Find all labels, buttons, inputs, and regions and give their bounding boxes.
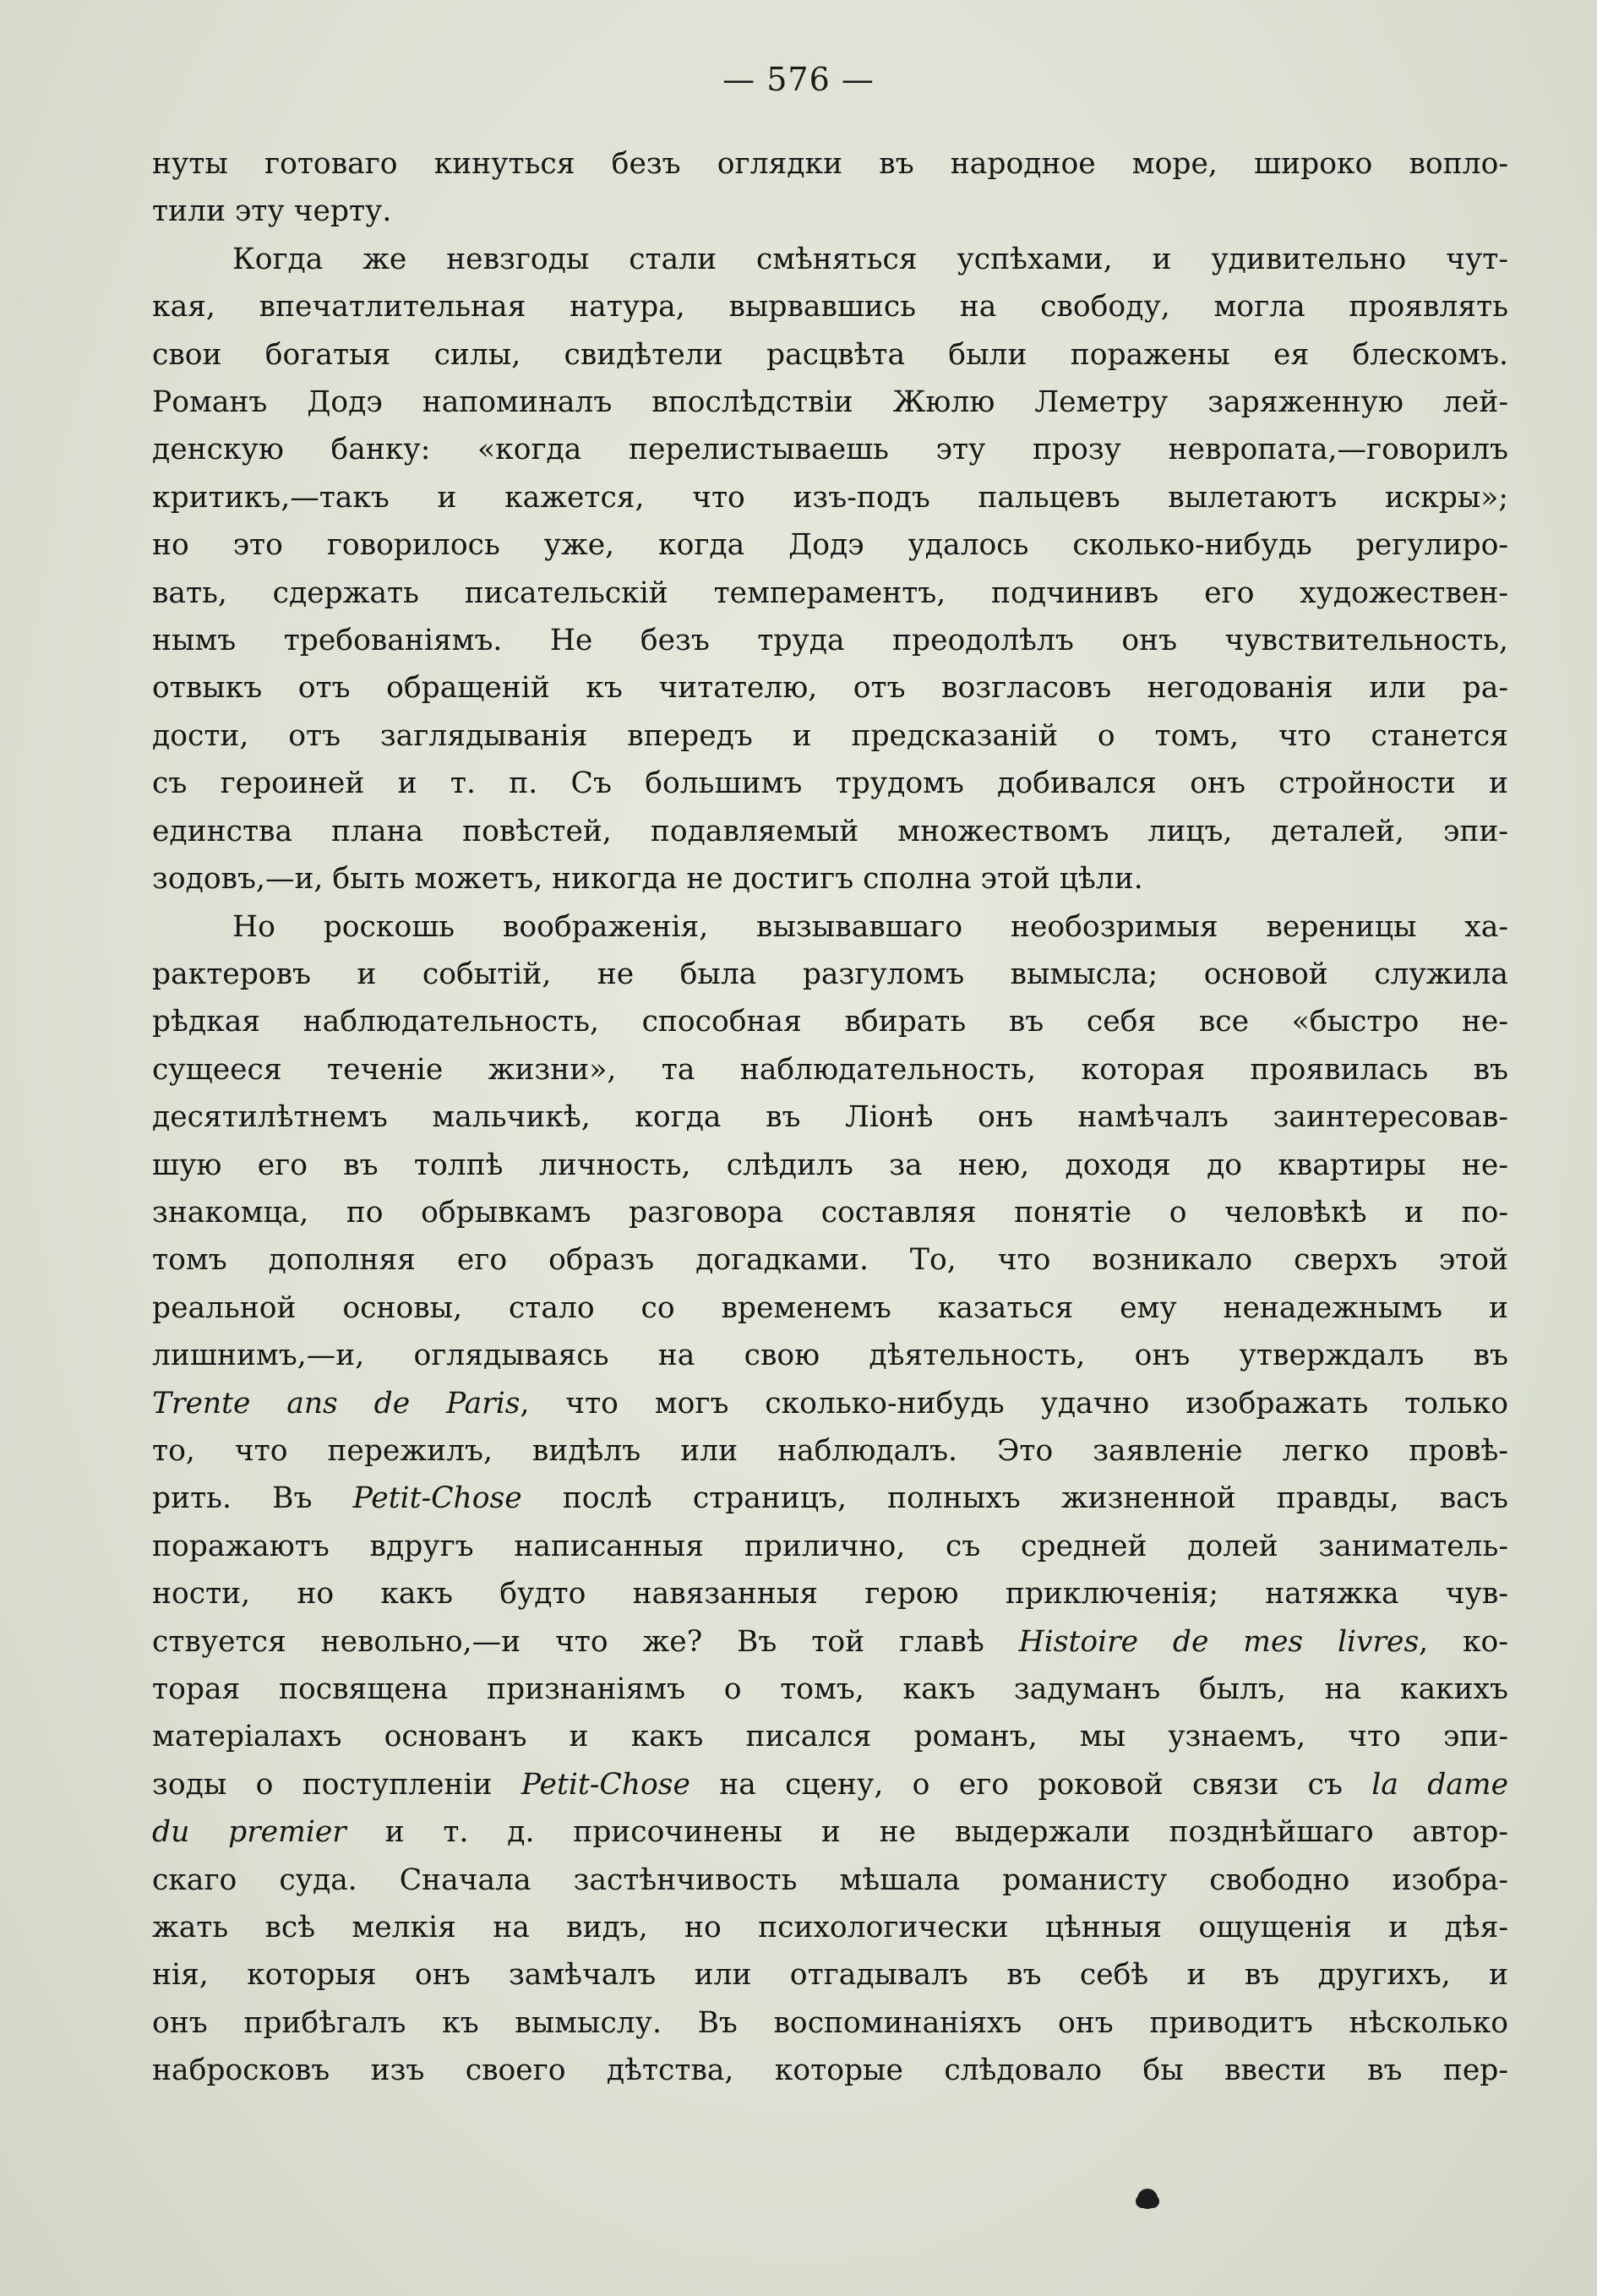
text-line-content: дости, отъ заглядыванія впередъ и предсказаній о томъ, что станется [152,718,1508,753]
text-line [152,283,1508,330]
text-line [152,1999,1508,2047]
text-line [152,1857,1508,1904]
italic-title: Histoire de mes livres [1018,1624,1420,1659]
text-line [152,426,1508,473]
text-line [152,379,1508,426]
text-line [152,903,1508,951]
text-line-content: , что могъ сколько-нибудь удачно изображать только [520,1386,1508,1421]
text-line-content: рактеровъ и событій, не была разгуломъ вымысла; основой служила [152,957,1508,991]
text-line-content: шую его въ толпѣ личность, слѣдилъ за нею, доходя до квартиры не- [152,1148,1508,1182]
text-line-content: зоды о поступленіи [152,1767,521,1802]
page-number: — 576 — [722,61,875,98]
text-line [152,236,1508,283]
text-line-content: Когда же невзгоды стали смѣняться успѣхами, и удивительно чут- [232,242,1508,276]
italic-title: du premier [152,1815,346,1850]
text-line [152,1046,1508,1093]
text-line-content: единства плана повѣстей, подавляемый множествомъ лицъ, деталей, эпи- [152,814,1508,848]
text-line-content: отвыкъ отъ обращеній къ читателю, отъ возгласовъ негодованія или ра- [152,671,1508,706]
text-line-content: кая, впечатлительная натура, вырвавшись на свободу, могла проявлять [152,290,1508,324]
text-line [152,1142,1508,1189]
text-line-content: скаго суда. Сначала застѣнчивость мѣшала романисту свободно изобра- [152,1862,1508,1897]
text-line-content: нуты готоваго кинуться безъ оглядки въ народное море, широко вопло- [152,147,1508,181]
text-line [152,712,1508,760]
text-line [152,1951,1508,1999]
text-line [152,521,1508,569]
text-line-content: но это говорилось уже, когда Додэ удалось сколько-нибудь регулиро- [152,528,1508,563]
body-text [152,140,1508,2095]
text-line-content: рить. Въ [152,1481,353,1516]
text-line-content: Романъ Додэ напоминалъ впослѣдствіи Жюлю Леметру заряженную лей- [152,385,1508,420]
text-line [152,2047,1508,2094]
text-line-content: нія, которыя онъ замѣчалъ или отгадывалъ въ себѣ и въ другихъ, и [152,1958,1508,1993]
text-line [152,760,1508,807]
text-line [152,998,1508,1045]
text-line [152,1618,1508,1666]
text-line-content: знакомца, по обрывкамъ разговора составляя понятіе о человѣкѣ и по- [152,1195,1508,1230]
text-line-content: набросковъ изъ своего дѣтства, которые слѣдовало бы ввести въ пер- [152,2053,1508,2088]
text-line-content: сущееся теченіе жизни», та наблюдательность, которая проявилась въ [152,1052,1508,1087]
text-line [152,855,1508,903]
text-line-content: послѣ страницъ, полныхъ жизненной правды, васъ [521,1481,1508,1516]
text-line-content: и т. д. присочинены и не выдержали позднѣйшаго автор- [346,1815,1508,1850]
text-line-content: жать всѣ мелкія на видъ, но психологически цѣнныя ощущенія и дѣя- [152,1911,1508,1945]
text-line [152,474,1508,521]
text-line [152,664,1508,712]
italic-title: Petit-Chose [521,1767,690,1802]
text-line [152,1904,1508,1951]
text-line [152,1713,1508,1760]
text-line-content: вать, сдержать писательскій темпераментъ, подчинивъ его художествен- [152,575,1508,610]
text-line [152,617,1508,664]
text-line-content: матеріалахъ основанъ и какъ писался романъ, мы узнаемъ, что эпи- [152,1720,1508,1754]
text-line-content: съ героиней и т. п. Съ большимъ трудомъ добивался онъ стройности и [152,766,1508,801]
text-line [152,331,1508,379]
italic-title: Petit-Chose [352,1481,522,1516]
text-line [152,1189,1508,1236]
text-line [152,1523,1508,1570]
text-line [152,1475,1508,1522]
text-line-content: лишнимъ,—и, оглядываясь на свою дѣятельность, онъ утверждалъ въ [152,1339,1508,1373]
text-line [152,1808,1508,1856]
text-line [152,1093,1508,1141]
text-line [152,951,1508,998]
text-line-content: , ко- [1419,1624,1508,1659]
text-line-content: зодовъ,—и, быть можетъ, никогда не достигъ сполна этой цѣли. [152,862,1143,897]
text-line [152,1666,1508,1713]
text-line-content: поражаютъ вдругъ написанныя прилично, съ средней долей заниматель- [152,1529,1508,1563]
text-line-content: томъ дополняя его образъ догадками. То, что возникало сверхъ этой [152,1243,1508,1278]
text-line-content: ствуется невольно,—и что же? Въ той главѣ [152,1624,1019,1659]
text-line-content: ности, но какъ будто навязанныя герою приключенія; натяжка чув- [152,1577,1508,1612]
text-line [152,808,1508,855]
text-line-content: критикъ,—такъ и кажется, что изъ-подъ пальцевъ вылетаютъ искры»; [152,480,1508,515]
text-line [152,1761,1508,1808]
text-line-content: десятилѣтнемъ мальчикѣ, когда въ Ліонѣ онъ намѣчалъ заинтересовав- [152,1100,1508,1135]
text-line-content: свои богатыя силы, свидѣтели расцвѣта были поражены ея блескомъ. [152,337,1508,372]
text-line [152,188,1508,235]
text-line [152,1284,1508,1332]
text-line-content: тили эту черту. [152,194,392,229]
text-line [152,1236,1508,1284]
text-line-content: торая посвящена признаніямъ о томъ, какъ задуманъ былъ, на какихъ [152,1672,1508,1706]
text-line [152,1570,1508,1617]
text-line-content: онъ прибѣгалъ къ вымыслу. Въ воспоминаніяхъ онъ приводитъ нѣсколько [152,2005,1508,2040]
text-line-content: нымъ требованіямъ. Не безъ труда преодолѣлъ онъ чувствительность, [152,624,1508,658]
text-line [152,140,1508,188]
text-line-content: денскую банку: «когда перелистываешь эту прозу невропата,—говорилъ [152,433,1508,467]
italic-title: Trente ans de Paris [152,1386,521,1421]
text-line-content: реальной основы, стало со временемъ казаться ему ненадежнымъ и [152,1290,1508,1325]
text-line [152,1332,1508,1379]
italic-title: la dame [1371,1767,1508,1802]
printer-ornament-mark [1137,2189,1158,2209]
text-line [152,1427,1508,1475]
text-line-content: рѣдкая наблюдательность, способная вбирать въ себя все «быстро не- [152,1005,1508,1039]
text-line-content: на сцену, о его роковой связи съ [689,1767,1372,1802]
text-line-content: то, что пережилъ, видѣлъ или наблюдалъ. Это заявленіе легко провѣ- [152,1433,1508,1468]
text-line-content: Но роскошь воображенія, вызывавшаго необозримыя вереницы ха- [232,909,1508,944]
text-line [152,570,1508,617]
text-line [152,1380,1508,1427]
